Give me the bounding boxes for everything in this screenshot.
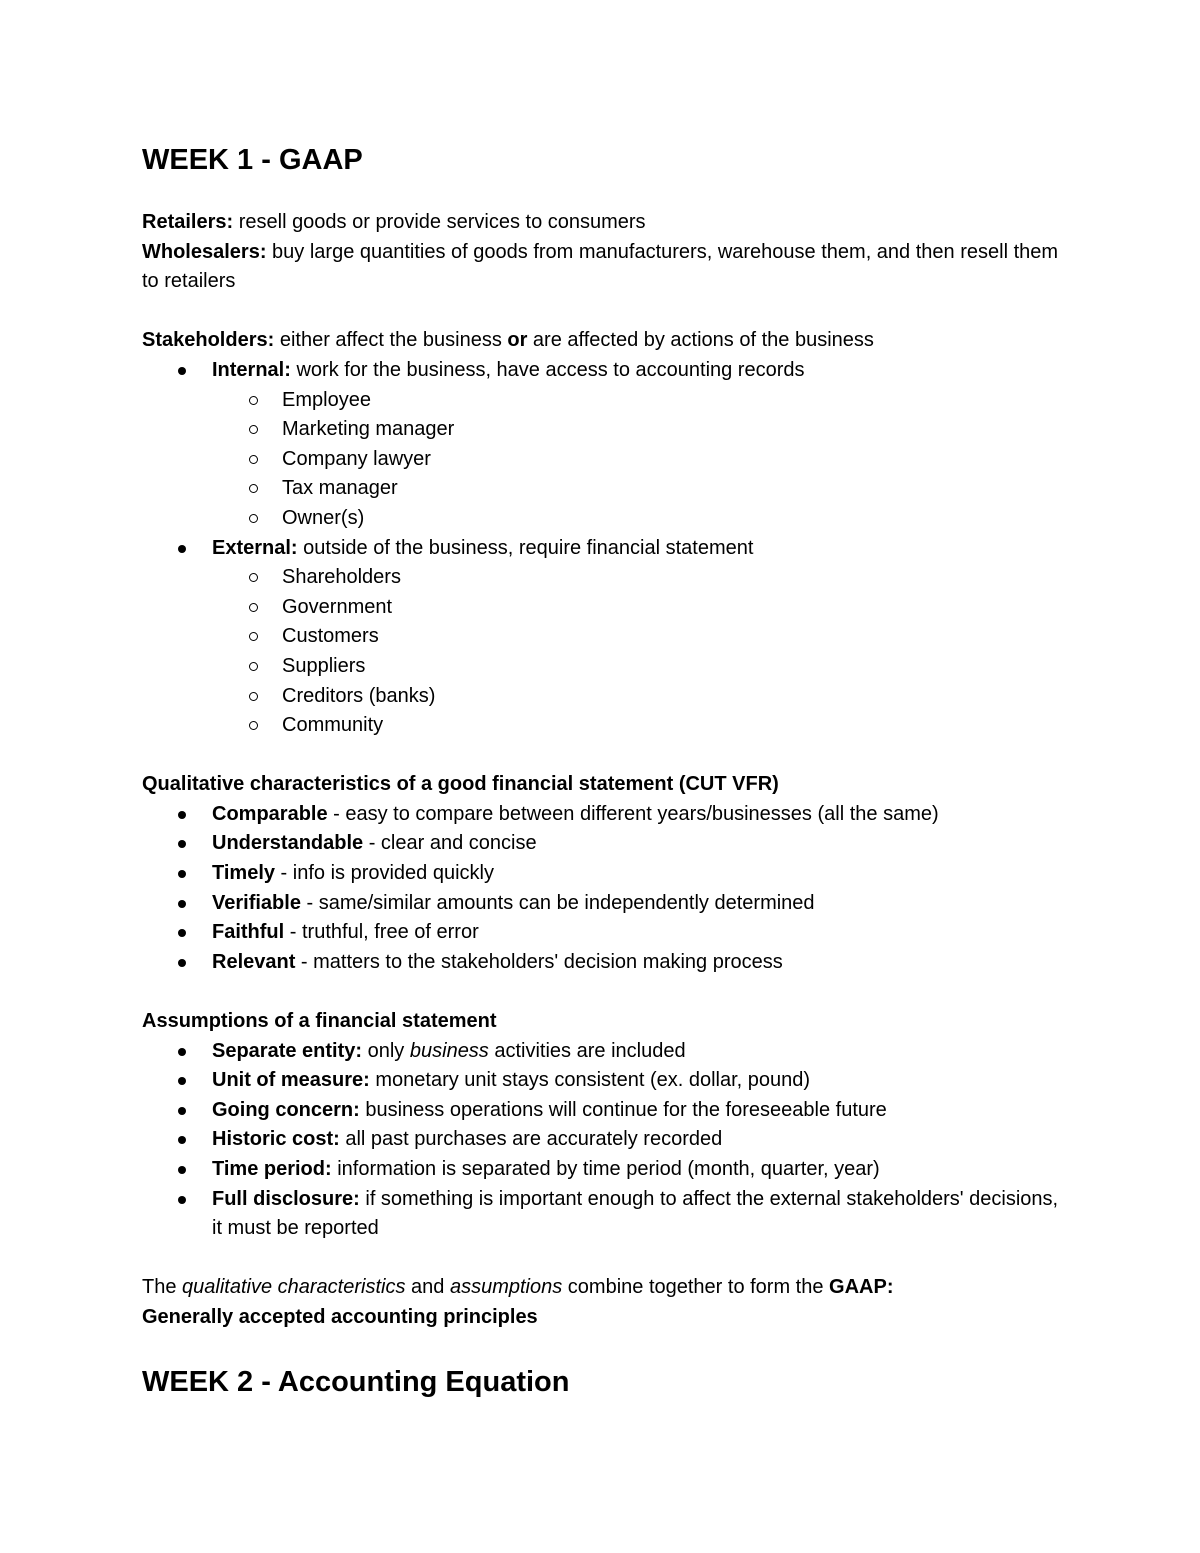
list-item bbox=[142, 918, 1062, 948]
bullet-icon bbox=[178, 1166, 186, 1174]
retailers-text: resell goods or provide services to consumers bbox=[233, 211, 646, 233]
bullet-icon bbox=[178, 870, 186, 878]
hollow-bullet-icon bbox=[249, 632, 258, 641]
list-item-text: information is separated by time period (month, quarter, year) bbox=[331, 1158, 880, 1180]
list-item bbox=[142, 1185, 1062, 1244]
wholesalers-term: Wholesalers: bbox=[142, 240, 267, 263]
list-item-term: Unit of measure: bbox=[212, 1069, 370, 1092]
bullet-icon bbox=[178, 811, 186, 819]
bullet-icon bbox=[178, 545, 186, 553]
list-item-text: Tax manager bbox=[282, 477, 398, 500]
bullet-icon bbox=[178, 840, 186, 848]
external-term: External: bbox=[212, 536, 298, 559]
bullet-icon bbox=[178, 900, 186, 908]
hollow-bullet-icon bbox=[249, 396, 258, 405]
list-item-text: Customers bbox=[282, 625, 379, 648]
hollow-bullet-icon bbox=[249, 662, 258, 671]
list-item-text: - info is provided quickly bbox=[275, 862, 494, 885]
stakeholders-list bbox=[142, 356, 1062, 741]
list-item-text: all past purchases are accurately recorded bbox=[339, 1128, 723, 1151]
hollow-bullet-icon bbox=[249, 484, 258, 493]
gaap-summary bbox=[142, 1273, 1062, 1303]
list-item bbox=[142, 800, 1062, 830]
retailers-definition bbox=[142, 208, 1062, 238]
list-item bbox=[142, 948, 1062, 978]
hollow-bullet-icon bbox=[249, 425, 258, 434]
list-item bbox=[212, 652, 1062, 682]
bullet-icon bbox=[178, 959, 186, 967]
summary-text: The bbox=[142, 1276, 183, 1299]
list-item-term: Understandable bbox=[212, 832, 364, 855]
list-item-term: Faithful bbox=[212, 921, 285, 944]
summary-text: and bbox=[405, 1276, 450, 1299]
list-item-text: - matters to the stakeholders' decision making process bbox=[295, 950, 783, 973]
stakeholders-definition bbox=[142, 326, 1062, 356]
list-item bbox=[142, 859, 1062, 889]
list-item bbox=[212, 593, 1062, 623]
list-item-term: Time period: bbox=[212, 1158, 332, 1180]
list-item-term: Historic cost: bbox=[212, 1128, 340, 1151]
list-item-text: - clear and concise bbox=[363, 832, 537, 855]
list-item-text: if something is important enough to affect the external stakeholders' decisions, it must be reported bbox=[212, 1187, 1059, 1240]
list-item-emphasis: business bbox=[409, 1039, 489, 1062]
list-item-term: Separate entity: bbox=[212, 1039, 363, 1062]
bullet-icon bbox=[178, 1136, 186, 1144]
list-item-text: Marketing manager bbox=[282, 418, 455, 441]
list-item-text: - same/similar amounts can be independently determined bbox=[300, 891, 815, 914]
document-content bbox=[142, 140, 1062, 1402]
external-text: outside of the business, require financial statement bbox=[297, 536, 754, 559]
list-item bbox=[142, 1125, 1062, 1155]
bullet-icon bbox=[178, 1048, 186, 1056]
wholesalers-definition bbox=[142, 238, 1062, 297]
list-item-text: - truthful, free of error bbox=[284, 921, 479, 944]
stakeholders-or: or bbox=[507, 329, 528, 352]
list-item bbox=[212, 386, 1062, 416]
stakeholders-text-2: are affected by actions of the business bbox=[527, 329, 874, 352]
hollow-bullet-icon bbox=[249, 721, 258, 730]
list-item-internal bbox=[142, 356, 1062, 534]
gaap-full-name: Generally accepted accounting principles bbox=[142, 1305, 538, 1328]
list-item bbox=[142, 889, 1062, 919]
list-item-text: - easy to compare between different years/businesses (all the same) bbox=[327, 802, 939, 825]
internal-term: Internal: bbox=[212, 358, 291, 381]
list-item bbox=[212, 415, 1062, 445]
internal-text: work for the business, have access to accounting records bbox=[290, 358, 805, 381]
list-item-text: Government bbox=[282, 595, 393, 618]
summary-text: combine together to form the bbox=[562, 1276, 830, 1299]
qualitative-list bbox=[142, 800, 1062, 978]
list-item-term: Timely bbox=[212, 862, 275, 885]
wholesalers-text: buy large quantities of goods from manufacturers, warehouse them, and then resell them to retailers bbox=[142, 240, 1059, 293]
list-item-external bbox=[142, 534, 1062, 741]
list-item bbox=[142, 1037, 1062, 1067]
list-item-term: Comparable bbox=[212, 802, 328, 825]
list-item-text: Employee bbox=[282, 388, 371, 411]
qualitative-heading: Qualitative characteristics of a good financial statement (CUT VFR) bbox=[142, 773, 779, 796]
list-item-text: monetary unit stays consistent (ex. dollar, pound) bbox=[369, 1069, 811, 1092]
summary-emphasis: qualitative characteristics bbox=[182, 1276, 406, 1299]
list-item bbox=[212, 504, 1062, 534]
list-item bbox=[142, 829, 1062, 859]
internal-sublist bbox=[212, 386, 1062, 534]
list-item bbox=[212, 711, 1062, 741]
hollow-bullet-icon bbox=[249, 692, 258, 701]
list-item-text: Community bbox=[282, 714, 384, 737]
hollow-bullet-icon bbox=[249, 603, 258, 612]
external-sublist bbox=[212, 563, 1062, 741]
list-item bbox=[212, 682, 1062, 712]
week2-title: WEEK 2 - Accounting Equation bbox=[142, 1366, 570, 1399]
list-item bbox=[142, 1096, 1062, 1126]
bullet-icon bbox=[178, 1196, 186, 1204]
list-item bbox=[142, 1066, 1062, 1096]
list-item-text: Owner(s) bbox=[282, 506, 365, 529]
assumptions-heading: Assumptions of a financial statement bbox=[142, 1010, 497, 1033]
list-item bbox=[212, 474, 1062, 504]
assumptions-list bbox=[142, 1037, 1062, 1244]
list-item-text: only bbox=[362, 1039, 410, 1062]
stakeholders-text-1: either affect the business bbox=[274, 329, 508, 352]
list-item bbox=[142, 1155, 1062, 1185]
list-item-term: Relevant bbox=[212, 950, 296, 973]
week1-title: WEEK 1 - GAAP bbox=[142, 144, 363, 176]
list-item bbox=[212, 445, 1062, 475]
hollow-bullet-icon bbox=[249, 455, 258, 464]
list-item-term: Verifiable bbox=[212, 891, 301, 914]
bullet-icon bbox=[178, 1077, 186, 1085]
list-item-text: activities are included bbox=[488, 1039, 686, 1062]
list-item bbox=[212, 622, 1062, 652]
list-item-text: Creditors (banks) bbox=[282, 684, 436, 707]
summary-gaap: GAAP: bbox=[829, 1276, 894, 1299]
bullet-icon bbox=[178, 367, 186, 375]
list-item-term: Going concern: bbox=[212, 1098, 360, 1121]
hollow-bullet-icon bbox=[249, 573, 258, 582]
list-item-text: business operations will continue for the foreseeable future bbox=[359, 1098, 887, 1121]
stakeholders-term: Stakeholders: bbox=[142, 329, 275, 352]
summary-emphasis: assumptions bbox=[449, 1276, 563, 1299]
bullet-icon bbox=[178, 929, 186, 937]
bullet-icon bbox=[178, 1107, 186, 1115]
list-item-text: Shareholders bbox=[282, 566, 401, 589]
list-item bbox=[212, 563, 1062, 593]
retailers-term: Retailers: bbox=[142, 211, 234, 233]
list-item-text: Suppliers bbox=[282, 654, 366, 677]
list-item-text: Company lawyer bbox=[282, 447, 431, 470]
hollow-bullet-icon bbox=[249, 514, 258, 523]
list-item-term: Full disclosure: bbox=[212, 1187, 360, 1210]
